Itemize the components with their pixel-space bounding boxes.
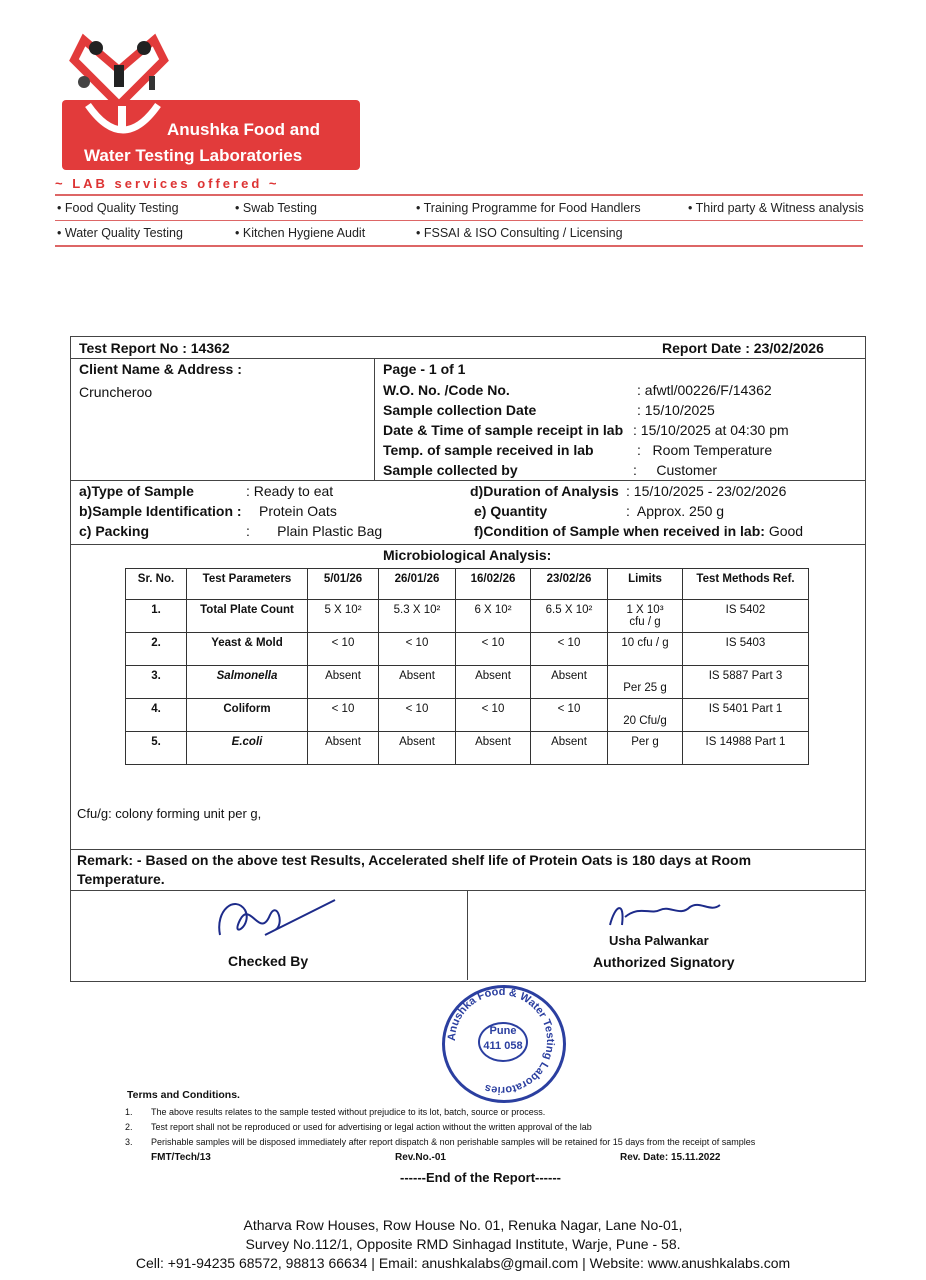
service-item: • Third party & Witness analysis xyxy=(688,201,864,215)
analysis-title: Microbiological Analysis: xyxy=(383,547,552,563)
terms-item: 2. xyxy=(125,1122,133,1132)
svg-text:Anushka Food & Water Testing L: Anushka Food & Water Testing Laboratories xyxy=(445,985,557,1097)
service-item: • Swab Testing xyxy=(235,201,317,215)
microbiological-table xyxy=(125,568,809,765)
terms-item-text: The above results relates to the sample tested without prejudice to its lot, batch, source or process. xyxy=(151,1107,546,1117)
ident-label: b)Sample Identification : xyxy=(79,503,242,519)
report-number: Test Report No : 14362 xyxy=(79,340,230,356)
type-label: a)Type of Sample xyxy=(79,483,194,499)
receipt-value: : 15/10/2025 at 04:30 pm xyxy=(633,422,789,438)
format-code: FMT/Tech/13 xyxy=(151,1152,211,1163)
service-item: • Kitchen Hygiene Audit xyxy=(235,226,366,240)
column-header: 23/02/26 xyxy=(531,569,608,600)
end-of-report: ------End of the Report------ xyxy=(400,1170,561,1185)
table-row: 3. Salmonella Absent Absent Absent Absent Per 25 g IS 5887 Part 3 xyxy=(126,666,809,699)
quantity-value: : Approx. 250 g xyxy=(626,503,725,519)
column-header: 5/01/26 xyxy=(308,569,379,600)
report-date: Report Date : 23/02/2026 xyxy=(662,340,824,356)
service-item: • FSSAI & ISO Consulting / Licensing xyxy=(416,226,623,240)
quantity-label: e) Quantity xyxy=(474,503,548,519)
page-number: Page - 1 of 1 xyxy=(383,361,466,377)
remark-line2: Temperature. xyxy=(77,871,165,887)
table-row: 2. Yeast & Mold < 10 < 10 < 10 < 10 10 cfu / g IS 5403 xyxy=(126,633,809,666)
divider xyxy=(70,480,865,481)
remark-line1: Remark: - Based on the above test Results, Accelerated shelf life of Protein Oats is 180 days at Room xyxy=(77,852,752,868)
service-item: • Training Programme for Food Handlers xyxy=(416,201,641,215)
checked-by-label: Checked By xyxy=(228,953,309,969)
column-header: 16/02/26 xyxy=(456,569,531,600)
type-value: : Ready to eat xyxy=(246,483,334,499)
ident-value: Protein Oats xyxy=(259,503,337,519)
table-row: 4. Coliform < 10 < 10 < 10 < 10 20 Cfu/g IS 5401 Part 1 xyxy=(126,699,809,732)
receipt-label: Date & Time of sample receipt in lab xyxy=(383,422,624,438)
column-header: Test Parameters xyxy=(187,569,308,600)
food-icons-graphic xyxy=(64,30,174,110)
divider xyxy=(374,358,375,480)
divider xyxy=(55,220,863,221)
lab-name-line1: Anushka Food and xyxy=(167,120,320,139)
signatory-signature-icon xyxy=(600,895,730,935)
stamp-center: Pune 411 058 xyxy=(478,1022,528,1062)
lab-name-line2: Water Testing Laboratories xyxy=(84,146,303,165)
wo-label: W.O. No. /Code No. xyxy=(383,382,510,398)
divider xyxy=(70,358,865,359)
contact-line: Cell: +91-94235 68572, 98813 66634 | Email: anushkalabs@gmail.com | Website: www.anushkalabs.com xyxy=(135,1255,791,1271)
address-line1: Atharva Row Houses, Row House No. 01, Renuka Nagar, Lane No-01, xyxy=(243,1217,683,1233)
table-header-row xyxy=(126,569,809,600)
collected-by-label: Sample collected by xyxy=(383,462,518,478)
packing-value: : Plain Plastic Bag xyxy=(246,523,383,539)
microscope-icon xyxy=(78,100,168,145)
table-row: 5. E.coli Absent Absent Absent Absent Per g IS 14988 Part 1 xyxy=(126,732,809,765)
divider xyxy=(70,544,865,545)
divider xyxy=(70,849,865,850)
terms-item-text: Perishable samples will be disposed immediately after report dispatch & non perishable samples will be retained for 15 days from the receipt of samples xyxy=(151,1137,756,1147)
duration-value: : 15/10/2025 - 23/02/2026 xyxy=(626,483,787,499)
divider xyxy=(55,194,863,196)
temp-value: : Room Temperature xyxy=(637,442,773,458)
services-title: ~ LAB services offered ~ xyxy=(55,176,280,191)
revision-number: Rev.No.-01 xyxy=(395,1152,446,1163)
cfu-note: Cfu/g: colony forming unit per g, xyxy=(77,806,262,821)
terms-title: Terms and Conditions. xyxy=(127,1089,240,1101)
revision-date: Rev. Date: 15.11.2022 xyxy=(620,1152,721,1163)
column-header: Test Methods Ref. xyxy=(683,569,809,600)
collected-by-value: : Customer xyxy=(633,462,718,478)
table-row: 1. Total Plate Count 5 X 10² 5.3 X 10² 6 X 10² 6.5 X 10² 1 X 10³ cfu / g IS 5402 xyxy=(126,600,809,633)
signatory-name: Usha Palwankar xyxy=(609,933,709,948)
condition-row: f)Condition of Sample when received in lab: Good xyxy=(474,523,804,539)
temp-label: Temp. of sample received in lab xyxy=(383,442,594,458)
column-header: 26/01/26 xyxy=(379,569,456,600)
service-item: • Water Quality Testing xyxy=(57,226,183,240)
collection-date-value: : 15/10/2025 xyxy=(637,402,715,418)
checker-signature-icon xyxy=(205,880,345,955)
address-line2: Survey No.112/1, Opposite RMD Sinhagad Institute, Warje, Pune - 58. xyxy=(245,1236,681,1252)
packing-label: c) Packing xyxy=(79,523,150,539)
collection-date-label: Sample collection Date xyxy=(383,402,537,418)
terms-item-text: Test report shall not be reproduced or used for advertising or legal action without the written approval of the lab xyxy=(151,1122,592,1132)
client-label: Client Name & Address : xyxy=(79,361,242,377)
column-header: Sr. No. xyxy=(126,569,187,600)
client-name: Cruncheroo xyxy=(79,384,153,400)
duration-label: d)Duration of Analysis xyxy=(470,483,619,499)
divider xyxy=(55,245,863,247)
divider xyxy=(467,890,468,980)
signatory-title: Authorized Signatory xyxy=(593,954,735,970)
column-header: Limits xyxy=(608,569,683,600)
terms-item: 3. xyxy=(125,1137,133,1147)
terms-item: 1. xyxy=(125,1107,133,1117)
wo-value: : afwtl/00226/F/14362 xyxy=(637,382,772,398)
service-item: • Food Quality Testing xyxy=(57,201,179,215)
